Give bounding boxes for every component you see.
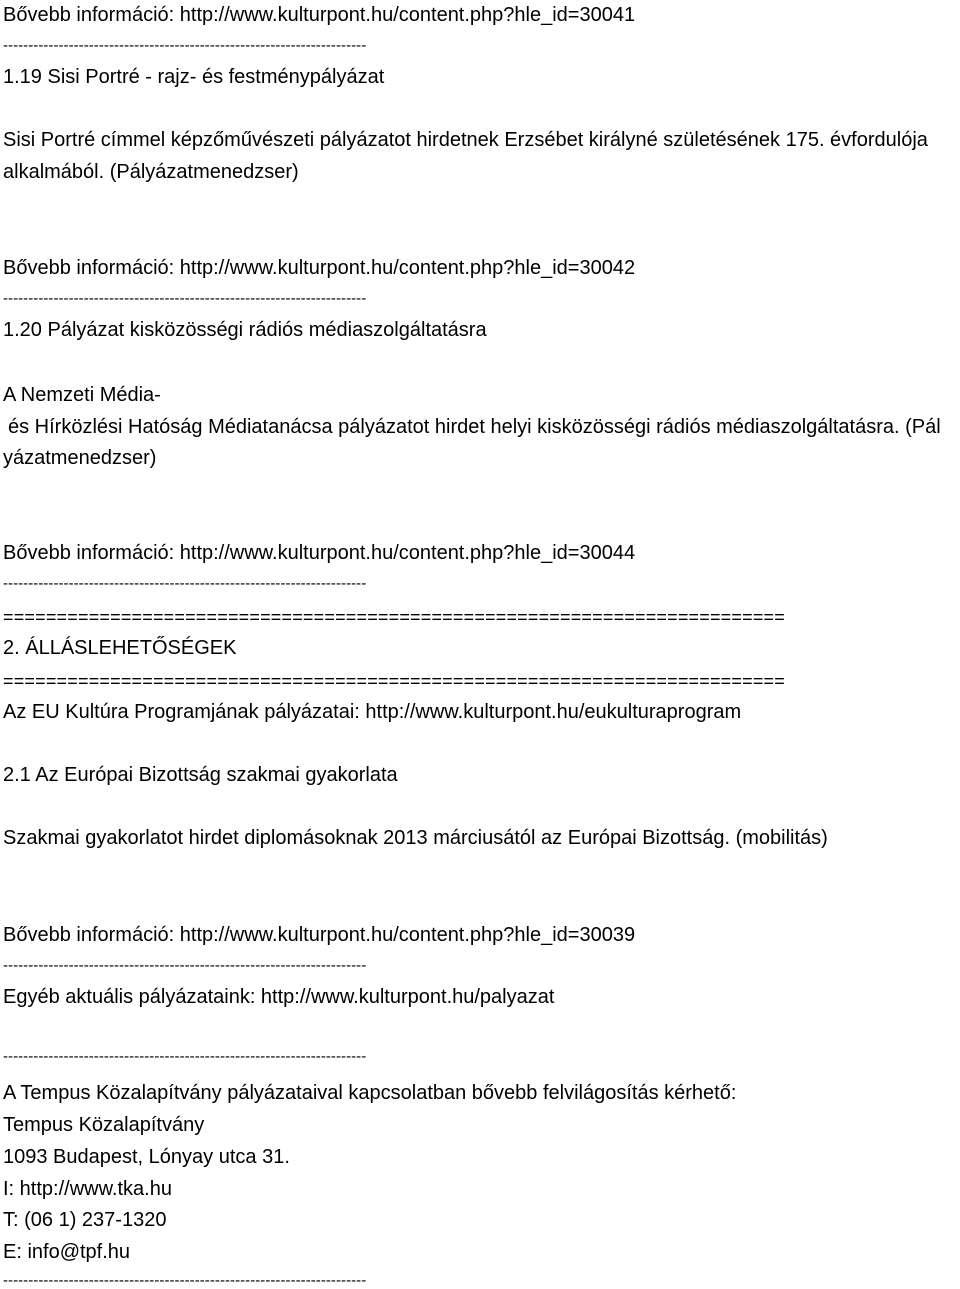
more-info-link-30041[interactable]: Bővebb információ: http://www.kulturpont.hu/content.php?hle_id=30041 xyxy=(3,4,636,26)
paragraph-2-1: Szakmai gyakorlatot hirdet diplomásoknak 2013 márciusától az Európai Bizottság. (mobilitás) xyxy=(3,827,828,849)
separator-dashed: ------------------------------------------------------------------------ xyxy=(3,575,367,592)
separator-dashed: ------------------------------------------------------------------------ xyxy=(3,290,367,307)
more-info-link-30044[interactable]: Bővebb információ: http://www.kulturpont.hu/content.php?hle_id=30044 xyxy=(3,542,636,564)
paragraph-1-19-line-1: Sisi Portré címmel képzőművészeti pályázatot hirdetnek Erzsébet királyné születésének 175. évfordulója xyxy=(3,129,928,151)
separator-double: ========================================================================= xyxy=(3,671,785,691)
paragraph-1-20-line-1: A Nemzeti Média- xyxy=(3,384,161,406)
tempus-web-link[interactable]: I: http://www.tka.hu xyxy=(3,1178,172,1200)
section-title-1-20: 1.20 Pályázat kisközösségi rádiós médiaszolgáltatásra xyxy=(3,319,487,341)
section-title-2-1: 2.1 Az Európai Bizottság szakmai gyakorlata xyxy=(3,764,398,786)
tempus-address: 1093 Budapest, Lónyay utca 31. xyxy=(3,1146,290,1168)
section-title-2: 2. ÁLLÁSLEHETŐSÉGEK xyxy=(3,637,237,659)
other-calls-link[interactable]: Egyéb aktuális pályázataink: http://www.kulturpont.hu/palyazat xyxy=(3,986,555,1008)
more-info-link-30042[interactable]: Bővebb információ: http://www.kulturpont.hu/content.php?hle_id=30042 xyxy=(3,257,636,279)
separator-dashed: ------------------------------------------------------------------------ xyxy=(3,37,367,54)
separator-dashed: ------------------------------------------------------------------------ xyxy=(3,957,367,974)
tempus-email-link[interactable]: E: info@tpf.hu xyxy=(3,1241,131,1263)
tempus-intro: A Tempus Közalapítvány pályázataival kapcsolatban bővebb felvilágosítás kérhető: xyxy=(3,1082,737,1104)
paragraph-1-20-line-3: yázatmenedzser) xyxy=(3,447,157,469)
tempus-phone: T: (06 1) 237-1320 xyxy=(3,1209,167,1231)
separator-dashed: ------------------------------------------------------------------------ xyxy=(3,1272,367,1289)
paragraph-1-19-line-2: alkalmából. (Pályázatmenedzser) xyxy=(3,161,299,183)
tempus-name: Tempus Közalapítvány xyxy=(3,1114,205,1136)
eu-kultura-link[interactable]: Az EU Kultúra Programjának pályázatai: http://www.kulturpont.hu/eukulturaprogram xyxy=(3,701,742,723)
section-title-1-19: 1.19 Sisi Portré - rajz- és festménypályázat xyxy=(3,66,385,88)
separator-double: ========================================================================= xyxy=(3,607,785,627)
separator-dashed: ------------------------------------------------------------------------ xyxy=(3,1048,367,1065)
paragraph-1-20-line-2: és Hírközlési Hatóság Médiatanácsa pályázatot hirdet helyi kisközösségi rádiós médiaszolgáltatásra. (Pál xyxy=(8,416,941,438)
more-info-link-30039[interactable]: Bővebb információ: http://www.kulturpont.hu/content.php?hle_id=30039 xyxy=(3,924,636,946)
